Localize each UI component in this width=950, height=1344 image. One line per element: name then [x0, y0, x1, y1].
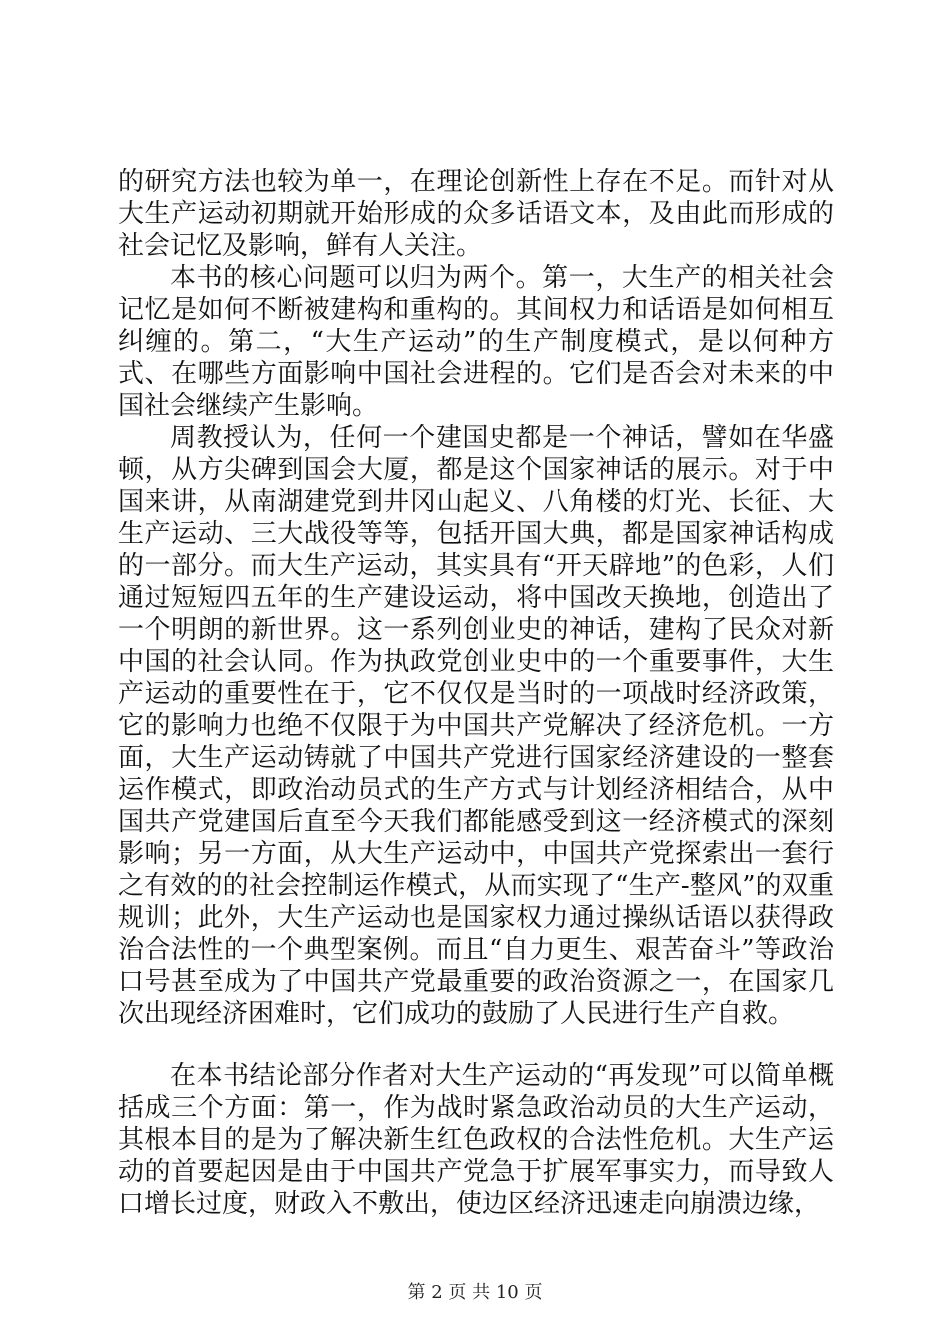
paragraph-1: 的研究方法也较为单一，在理论创新性上存在不足。而针对从大生产运动初期就开始形成的众多话语文本，及由此而形成的社会记忆及影响，鲜有人关注。 [118, 167, 834, 261]
paragraph-3: 周教授认为，任何一个建国史都是一个神话，譬如在华盛顿，从方尖碑到国会大厦，都是这个国家神话的展示。对于中国来讲，从南湖建党到井冈山起义、八角楼的灯光、长征、大生产运动、三大战役等等，包括开国大典，都是国家神话构成的一部分。而大生产运动，其实具有“开天辟地”的色彩，人们通过短短四五年的生产建设运动，将中国改天换地，创造出了一个明朗的新世界。这一系列创业史的神话，建构了民众对新中国的社会认同。作为执政党创业史中的一个重要事件，大生产运动的重要性在于，它不仅仅是当时的一项战时经济政策，它的影响力也绝不仅限于为中国共产党解决了经济危机。一方面，大生产运动铸就了中国共产党进行国家经济建设的一整套运作模式，即政治动员式的生产方式与计划经济相结合，从中国共产党建国后直至今天我们都能感受到这一经济模式的深刻影响；另一方面，从大生产运动中，中国共产党探索出一套行之有效的的社会控制运作模式，从而实现了“生产-整风”的双重规训；此外，大生产运动也是国家权力通过操纵话语以获得政治合法性的一个典型案例。而且“自力更生、艰苦奋斗”等政治口号甚至成为了中国共产党最重要的政治资源之一，在国家几次出现经济困难时，它们成功的鼓励了人民进行生产自救。 [118, 423, 834, 1029]
page-number-footer: 第 2 页 共 10 页 [407, 1282, 543, 1303]
document-body [118, 166, 834, 1220]
paragraph-4: 在本书结论部分作者对大生产运动的“再发现”可以简单概括成三个方面：第一，作为战时紧急政治动员的大生产运动，其根本目的是为了解决新生红色政权的合法性危机。大生产运动的首要起因是由于中国共产党急于扩展军事实力，而导致人口增长过度，财政入不敷出，使边区经济迅速走向崩溃边缘， [118, 1061, 834, 1219]
paragraph-2: 本书的核心问题可以归为两个。第一，大生产的相关社会记忆是如何不断被建构和重构的。其间权力和话语是如何相互纠缠的。第二，“大生产运动”的生产制度模式，是以何种方式、在哪些方面影响中国社会进程的。它们是否会对未来的中国社会继续产生影响。 [118, 263, 834, 421]
